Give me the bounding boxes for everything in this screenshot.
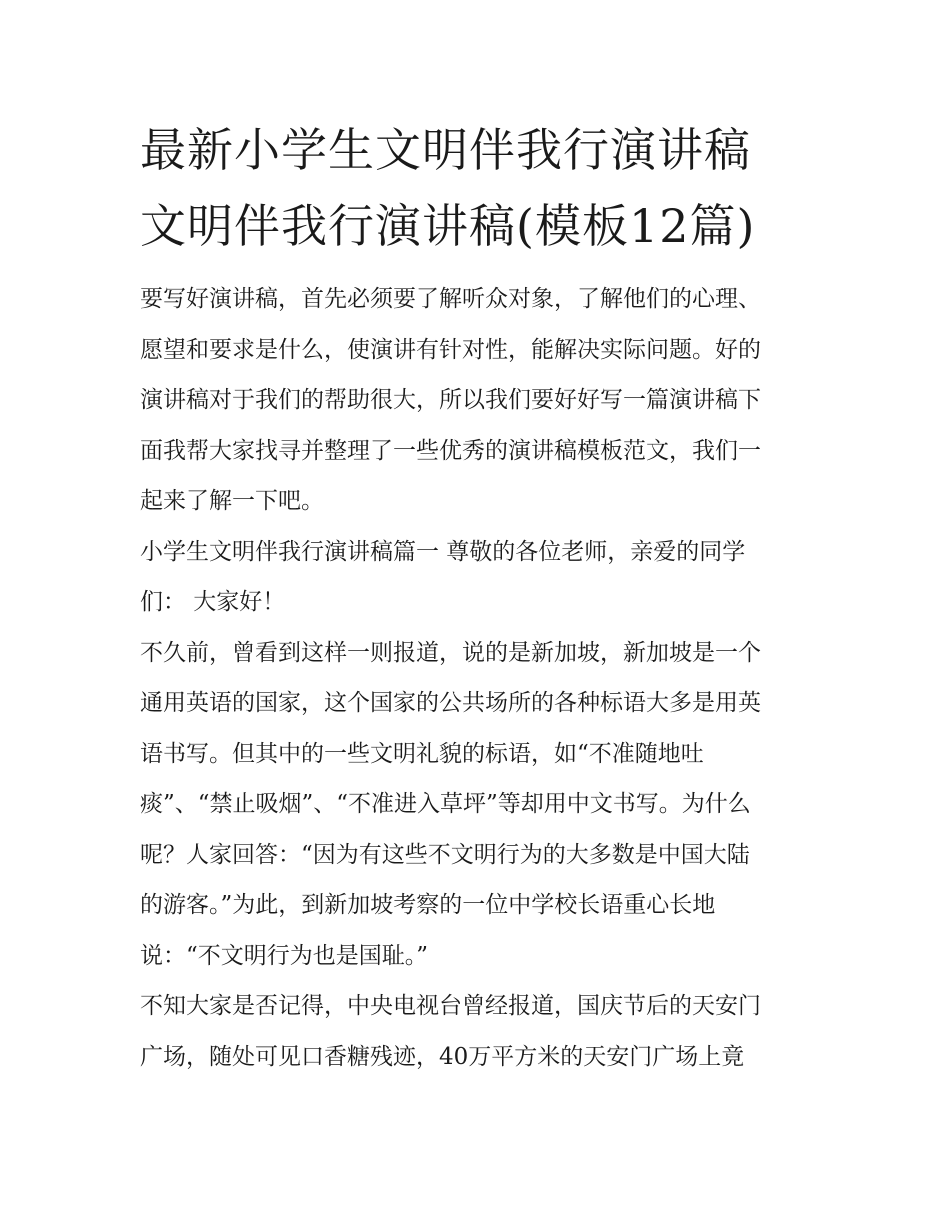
text-line: 起来了解一下吧。 — [140, 488, 324, 514]
text-line: 的游客。”为此，到新加坡考察的一位中学校长语重心长地 — [140, 892, 716, 918]
text-line: 通用英语的国家，这个国家的公共场所的各种标语大多是用英 — [140, 690, 761, 716]
paragraph-intro — [140, 274, 820, 527]
text-line: 广场，随处可见口香糖残迹，40万平方米的天安门广场上竟 — [140, 1043, 745, 1070]
text-line: 愿望和要求是什么，使演讲有针对性，能解决实际问题。好的 — [140, 336, 761, 363]
title-line-2: 文明伴我行演讲稿(模板12篇) — [140, 199, 756, 253]
text-line: 小学生文明伴我行演讲稿篇一 尊敬的各位老师，亲爱的同学 — [140, 538, 746, 565]
text-line: 面我帮大家找寻并整理了一些优秀的演讲稿模板范文，我们一 — [140, 437, 761, 464]
text-line: 们： 大家好！ — [140, 589, 286, 615]
document-page — [140, 112, 820, 1082]
text-line: 要写好演讲稿，首先必须要了解听众对象，了解他们的心理、 — [140, 286, 761, 312]
paragraph-tiananmen — [140, 981, 820, 1082]
text-line: 呢？人家回答：“因为有这些不文明行为的大多数是中国大陆 — [140, 841, 750, 868]
text-line: 说：“不文明行为也是国耻。” — [140, 942, 429, 969]
text-line: 痰”、“禁止吸烟”、“不准进入草坪”等却用中文书写。为什么 — [140, 791, 751, 817]
paragraph-singapore — [140, 628, 820, 982]
text-line: 语书写。但其中的一些文明礼貌的标语，如“不准随地吐 — [140, 740, 704, 767]
document-body — [140, 274, 820, 1082]
text-line: 演讲稿对于我们的帮助很大，所以我们要好好写一篇演讲稿下 — [140, 387, 761, 413]
title-line-1: 最新小学生文明伴我行演讲稿 — [140, 123, 751, 177]
document-title — [140, 112, 820, 264]
text-line: 不久前，曾看到这样一则报道，说的是新加坡，新加坡是一个 — [140, 639, 761, 666]
text-line: 不知大家是否记得，中央电视台曾经报道，国庆节后的天安门 — [140, 993, 761, 1019]
paragraph-greeting — [140, 527, 820, 628]
